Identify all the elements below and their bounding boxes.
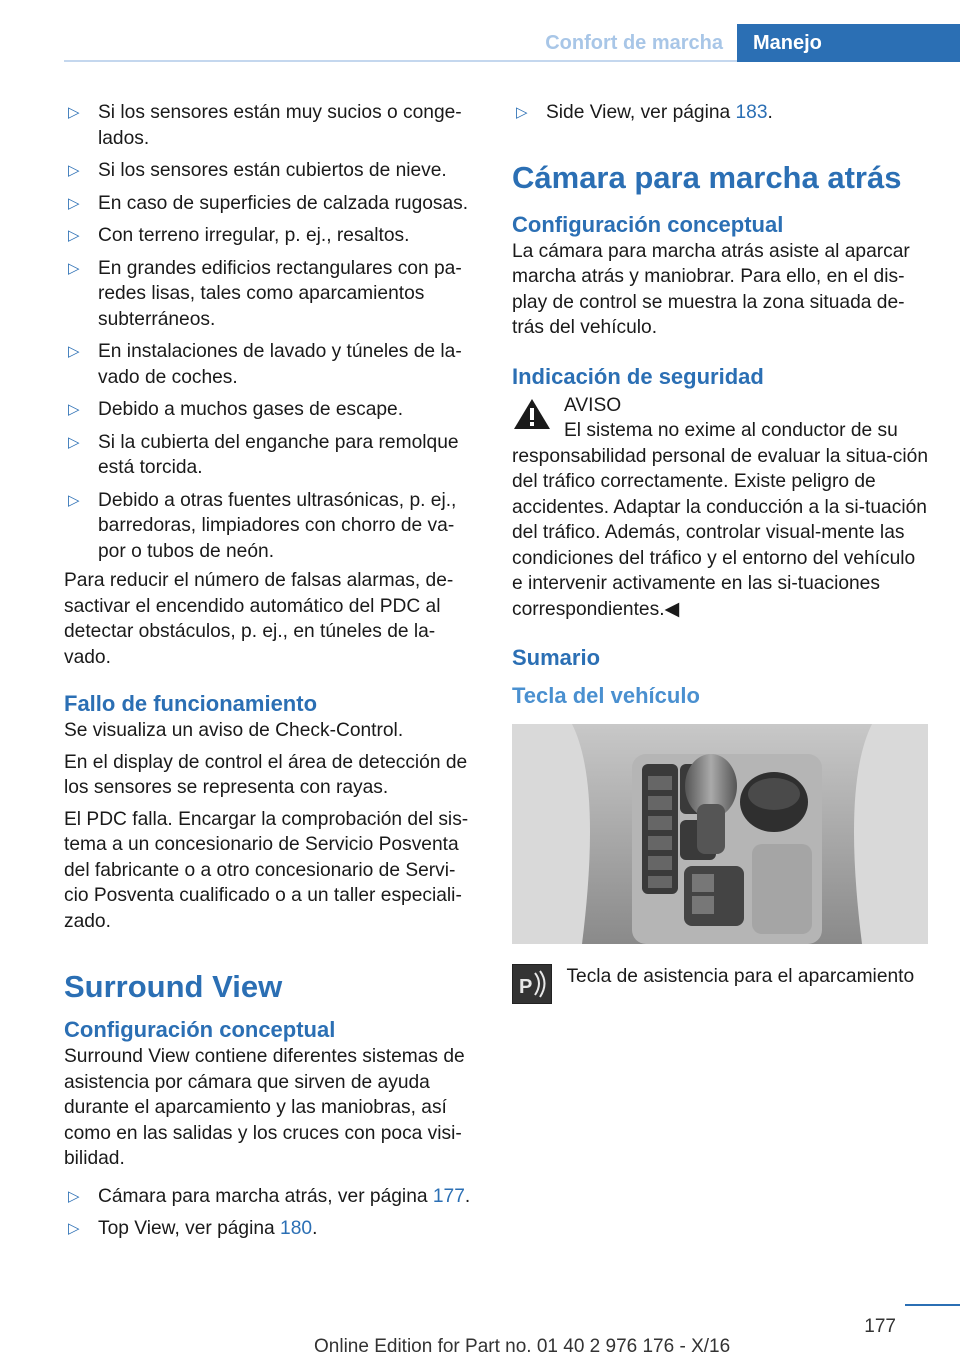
- bullet-list-conditions: [64, 100, 479, 564]
- list-item: ▷ Si los sensores están cubiertos de nieve.: [64, 158, 479, 184]
- triangle-bullet-icon: ▷: [68, 162, 80, 179]
- svg-text:P: P: [519, 976, 533, 998]
- section-tab[interactable]: Confort de marcha: [545, 32, 723, 54]
- surround-config-heading: Configuración conceptual: [64, 1017, 336, 1042]
- right-column: [512, 100, 928, 1004]
- list-item: ▷ Top View, ver página 180.: [64, 1216, 479, 1242]
- vehicle-console-photo: [512, 724, 928, 944]
- triangle-bullet-icon: ▷: [68, 1187, 80, 1205]
- button-caption: Tecla de asistencia para el aparcamiento: [566, 966, 915, 987]
- footer-rule: [905, 1304, 960, 1306]
- pdc-false-alarm-paragraph: Para reducir el número de falsas alarmas, de-sactivar el encendido automático del PDC al detectar obstáculos, p. ej., en túneles de la-vado.: [64, 570, 454, 668]
- triangle-bullet-icon: ▷: [68, 433, 80, 451]
- fallo-paragraph-2: En el display de control el área de detección de los sensores se representa con rayas.: [64, 751, 468, 798]
- list-item: ▷ En grandes edificios rectangulares con pa-redes lisas, tales como aparcamientos subterráneos.: [68, 257, 462, 330]
- fallo-paragraph-3: El PDC falla. Encargar la comprobación del sis-tema a un concesionario de Servicio Posventa del fabricante o a otro concesionario de Servi-cio Posventa cualificado o a un taller especiali-zado.: [64, 808, 469, 932]
- warning-block: [512, 393, 928, 623]
- warning-paragraph: responsabilidad personal de evaluar la situa-ción del tráfico correctamente. Existe peligro de accidentes. Adaptar la conducción a la si-tuación del tráfico. Además, controlar visual-mente las condiciones del tráfico y el entorno del vehículo e intervenir activamente en las si-tuaciones correspondientes.◀: [512, 445, 928, 620]
- page-link-183[interactable]: 183: [735, 102, 768, 123]
- console-illustration: [512, 724, 928, 944]
- list-item: ▷ Cámara para marcha atrás, ver página 177.: [64, 1184, 479, 1210]
- list-item: ▷ Si los sensores están muy sucios o conge-lados.: [68, 102, 462, 149]
- list-item: ▷ En caso de superficies de calzada rugosas.: [64, 191, 479, 217]
- list-item: ▷ Si la cubierta del enganche para remolque está torcida.: [68, 431, 459, 478]
- page-number: 177: [864, 1316, 896, 1337]
- list-item: ▷ En instalaciones de lavado y túneles de la-vado de coches.: [68, 341, 462, 388]
- page-link-180[interactable]: 180: [280, 1218, 313, 1239]
- triangle-bullet-icon: ▷: [68, 259, 80, 277]
- fallo-heading: Fallo de funcionamiento: [64, 691, 318, 716]
- triangle-bullet-icon: ▷: [68, 194, 80, 212]
- caption-row: [512, 964, 928, 1004]
- bullet-list-references: [64, 1184, 479, 1242]
- fallo-paragraph-1: Se visualiza un aviso de Check-Control.: [64, 720, 404, 741]
- triangle-bullet-icon: ▷: [68, 1220, 80, 1237]
- camera-paragraph: La cámara para marcha atrás asiste al aparcar marcha atrás y maniobrar. Para ello, en el dis-play de control se muestra la zona situada de-trás del vehículo.: [512, 240, 910, 338]
- camera-config-heading: Configuración conceptual: [512, 211, 784, 237]
- triangle-bullet-icon: ▷: [68, 491, 80, 509]
- page-link-177[interactable]: 177: [432, 1185, 465, 1207]
- surround-paragraph: Surround View contiene diferentes sistemas de asistencia por cámara que sirven de ayuda durante el aparcamiento y las maniobras, así como en las salidas y los cruces con poca visi-bilidad.: [64, 1046, 465, 1169]
- list-item: ▷ Debido a muchos gases de escape.: [64, 397, 479, 423]
- triangle-bullet-icon: ▷: [516, 104, 528, 121]
- aviso-label: AVISO: [564, 394, 622, 416]
- surround-view-heading: Surround View: [64, 969, 283, 1004]
- parking-assist-button-icon: [512, 964, 552, 1004]
- triangle-bullet-icon: ▷: [68, 104, 80, 121]
- triangle-bullet-icon: ▷: [68, 227, 80, 244]
- camera-heading: Cámara para marcha atrás: [512, 159, 902, 195]
- triangle-bullet-icon: ▷: [68, 343, 80, 360]
- triangle-bullet-icon: ▷: [68, 401, 80, 418]
- warning-triangle-icon: [512, 397, 552, 431]
- left-column: [64, 100, 479, 1249]
- chapter-tab[interactable]: Manejo: [737, 24, 960, 62]
- edition-footer: Online Edition for Part no. 01 40 2 976 176 - X/16: [314, 1336, 731, 1357]
- bullet-list-side-view: [512, 100, 928, 126]
- list-item: ▷ Debido a otras fuentes ultrasónicas, p. ej., barredoras, limpiadores con chorro de va-por o tubos de neón.: [68, 489, 457, 562]
- sumario-heading: Sumario: [512, 645, 601, 670]
- safety-heading: Indicación de seguridad: [512, 363, 764, 389]
- list-item: ▷ Con terreno irregular, p. ej., resaltos.: [64, 223, 479, 249]
- list-item: ▷ Side View, ver página 183.: [512, 100, 928, 126]
- warning-line-1: El sistema no exime al conductor de su: [564, 420, 898, 441]
- tecla-heading: Tecla del vehículo: [512, 683, 700, 708]
